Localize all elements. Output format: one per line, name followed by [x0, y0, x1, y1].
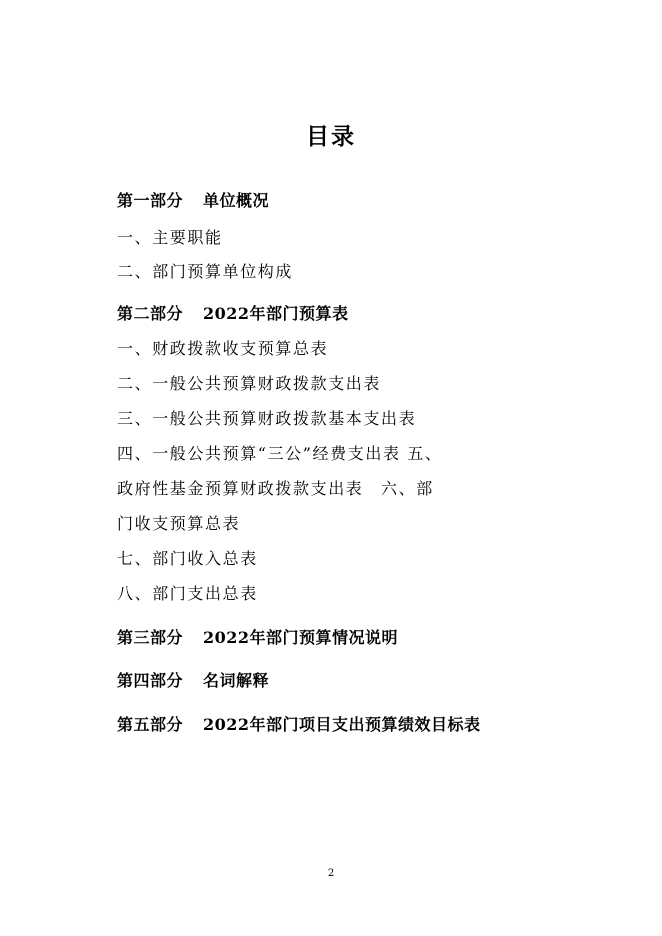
part-title: 单位概况 — [203, 191, 270, 210]
toc-item: 七、部门收入总表 — [117, 549, 258, 568]
toc-item: 八、部门支出总表 — [117, 584, 258, 603]
part-title: 名词解释 — [203, 671, 270, 690]
part-label: 第三部分 — [117, 628, 184, 647]
part-title: 2022年部门预算情况说明 — [203, 628, 399, 647]
part-label: 第一部分 — [117, 191, 184, 210]
part-label: 第五部分 — [117, 715, 184, 734]
toc-part-5 — [117, 712, 481, 735]
toc-item: 二、部门预算单位构成 — [117, 262, 294, 281]
toc-part-2 — [117, 301, 349, 324]
toc-part-3 — [117, 625, 398, 648]
toc-item: 一、主要职能 — [117, 228, 223, 247]
toc-item: 三、一般公共预算财政拨款基本支出表 — [117, 409, 417, 428]
toc-item: 一、财政拨款收支预算总表 — [117, 339, 329, 358]
toc-item: 四、一般公共预算“三公”经费支出表 五、 — [117, 444, 443, 463]
toc-item: 门收支预算总表 — [117, 514, 241, 533]
part-label: 第四部分 — [117, 671, 184, 690]
part-label: 第二部分 — [117, 304, 184, 323]
part-title: 2022年部门预算表 — [203, 304, 349, 323]
part-title: 2022年部门项目支出预算绩效目标表 — [203, 715, 481, 734]
toc-part-1 — [117, 188, 269, 211]
page-number: 2 — [327, 868, 335, 879]
toc-part-4 — [117, 668, 269, 691]
toc-item: 政府性基金预算财政拨款支出表 六、部 — [117, 479, 434, 498]
toc-item: 二、一般公共预算财政拨款支出表 — [117, 374, 382, 393]
page-title: 目录 — [306, 123, 356, 150]
